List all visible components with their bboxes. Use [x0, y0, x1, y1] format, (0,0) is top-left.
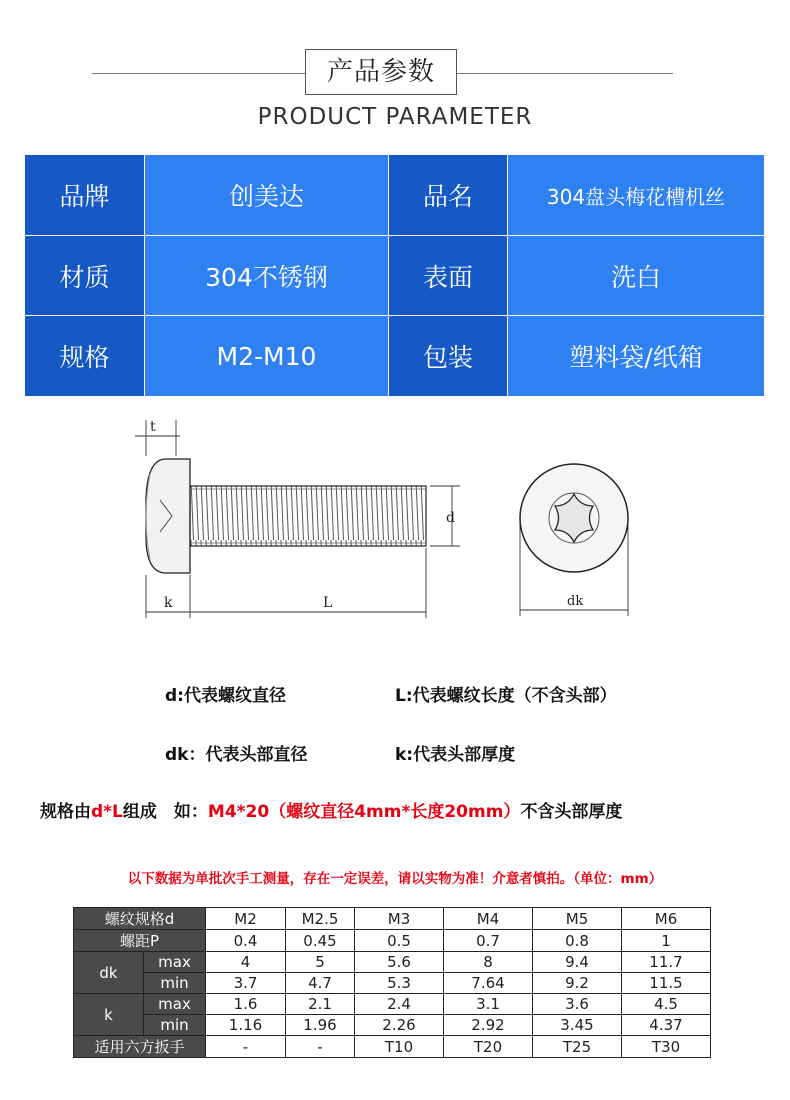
max-label: max: [144, 994, 206, 1015]
table-cell: 11.7: [622, 952, 711, 973]
table-cell: 9.4: [533, 952, 622, 973]
table-row-dk-max: [74, 952, 711, 973]
table-cell: 2.26: [355, 1015, 444, 1036]
dk-label: dk: [74, 952, 144, 994]
table-cell: T30: [622, 1036, 711, 1058]
label-k: k: [164, 595, 173, 611]
title-rule-right: [457, 73, 673, 74]
k-label: k: [74, 994, 144, 1036]
table-row-size: [74, 908, 711, 930]
table-cell: 4.7: [286, 973, 355, 994]
legend-d: d:代表螺纹直径: [165, 686, 286, 706]
table-cell: -: [206, 1036, 286, 1058]
table-row-k-max: [74, 994, 711, 1015]
thread-label: 螺纹规格d: [74, 908, 206, 930]
table-cell: 1.96: [286, 1015, 355, 1036]
table-cell: T20: [444, 1036, 533, 1058]
table-cell: 1.6: [206, 994, 286, 1015]
table-cell: 0.5: [355, 930, 444, 952]
param-key-material: 材质: [25, 236, 144, 315]
label-l: L: [323, 595, 333, 611]
max-label: max: [144, 952, 206, 973]
table-cell: -: [286, 1036, 355, 1058]
page-subtitle: PRODUCT PARAMETER: [257, 104, 533, 130]
param-value-material: 304不锈钢: [145, 236, 388, 315]
table-cell: 8: [444, 952, 533, 973]
legend-dk: dk：代表头部直径: [165, 745, 308, 765]
measurement-note: 以下数据为单批次手工测量，存在一定误差，请以实物为准！介意者慎拍。（单位：mm）: [127, 871, 663, 887]
screw-head-front: [520, 464, 628, 572]
table-cell: 0.7: [444, 930, 533, 952]
table-cell: 5.3: [355, 973, 444, 994]
table-cell: 0.4: [206, 930, 286, 952]
table-cell: 3.7: [206, 973, 286, 994]
table-cell: M2: [206, 908, 286, 930]
table-cell: T10: [355, 1036, 444, 1058]
param-key-package: 包装: [389, 316, 507, 396]
spec-formula: d*L: [91, 802, 123, 822]
wrench-label: 适用六方扳手: [74, 1036, 206, 1058]
legend-l: L:代表螺纹长度（不含头部）: [395, 686, 617, 706]
table-cell: 0.45: [286, 930, 355, 952]
min-label: min: [144, 973, 206, 994]
table-cell: 4.37: [622, 1015, 711, 1036]
table-cell: T25: [533, 1036, 622, 1058]
param-key-brand: 品牌: [25, 155, 144, 235]
param-key-surface: 表面: [389, 236, 507, 315]
table-cell: M4: [444, 908, 533, 930]
size-table: [73, 907, 711, 1058]
table-cell: 3.45: [533, 1015, 622, 1036]
table-cell: 4.5: [622, 994, 711, 1015]
table-cell: M3: [355, 908, 444, 930]
table-cell: 4: [206, 952, 286, 973]
param-value-surface: 洗白: [508, 236, 764, 315]
screw-diagram: [0, 410, 790, 630]
table-cell: M6: [622, 908, 711, 930]
param-key-spec: 规格: [25, 316, 144, 396]
table-cell: 1: [622, 930, 711, 952]
label-t: t: [150, 419, 156, 435]
table-cell: M5: [533, 908, 622, 930]
label-dk: dk: [567, 594, 584, 609]
pitch-label: 螺距P: [74, 930, 206, 952]
param-value-brand: 创美达: [145, 155, 388, 235]
table-cell: 3.6: [533, 994, 622, 1015]
param-value-name: 304盘头梅花槽机丝: [508, 155, 764, 235]
table-row-wrench: [74, 1036, 711, 1058]
spec-suffix: 不含头部厚度: [520, 802, 623, 822]
table-cell: 3.1: [444, 994, 533, 1015]
table-cell: 11.5: [622, 973, 711, 994]
table-cell: 9.2: [533, 973, 622, 994]
param-value-package: 塑料袋/纸箱: [508, 316, 764, 396]
table-cell: 7.64: [444, 973, 533, 994]
table-cell: 1.16: [206, 1015, 286, 1036]
spec-prefix: 规格由: [40, 802, 91, 822]
legend-k: k:代表头部厚度: [395, 745, 516, 765]
table-row-dk-min: [74, 973, 711, 994]
screw-shank-side: [190, 486, 426, 546]
spec-mid: 组成 如：: [122, 802, 208, 822]
label-d: d: [446, 510, 455, 526]
table-cell: 0.8: [533, 930, 622, 952]
table-cell: 2.92: [444, 1015, 533, 1036]
spec-explanation: [40, 797, 622, 822]
param-value-spec: M2-M10: [145, 316, 388, 396]
parameter-table: [25, 155, 764, 396]
table-row-pitch: [74, 930, 711, 952]
table-cell: M2.5: [286, 908, 355, 930]
table-cell: 2.4: [355, 994, 444, 1015]
title-rule-left: [92, 73, 305, 74]
param-key-name: 品名: [389, 155, 507, 235]
table-cell: 5: [286, 952, 355, 973]
table-row-k-min: [74, 1015, 711, 1036]
screw-head-side: [146, 459, 190, 573]
table-cell: 2.1: [286, 994, 355, 1015]
min-label: min: [144, 1015, 206, 1036]
page-title: 产品参数: [305, 49, 457, 95]
spec-example: M4*20（螺纹直径4mm*长度20mm）: [207, 802, 521, 822]
table-cell: 5.6: [355, 952, 444, 973]
